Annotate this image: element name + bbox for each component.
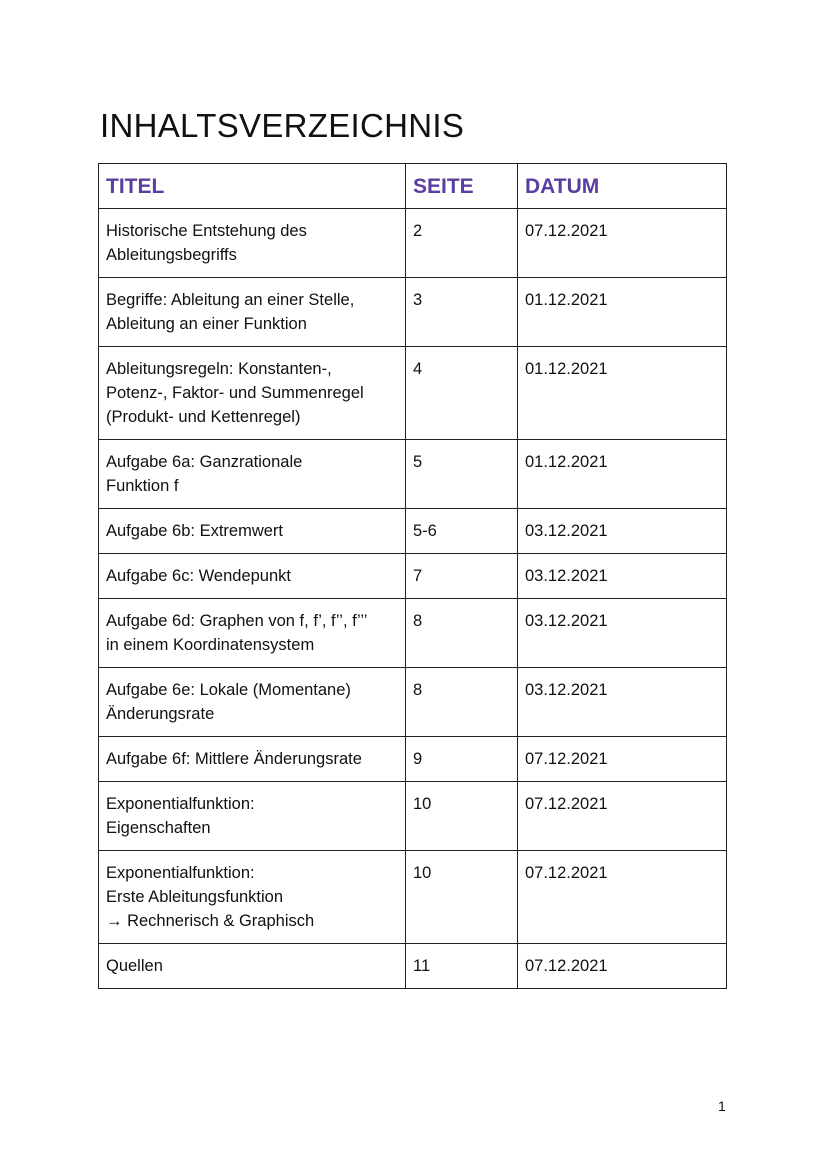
entry-page: 5-6	[406, 509, 518, 554]
column-header-page: SEITE	[406, 164, 518, 209]
table-row	[99, 278, 727, 347]
entry-title-text: Aufgabe 6a: Ganzrationale Funktion f	[106, 453, 303, 495]
entry-title	[99, 851, 406, 944]
entry-page: 7	[406, 554, 518, 599]
column-header-date: DATUM	[518, 164, 727, 209]
entry-date: 03.12.2021	[518, 668, 727, 737]
entry-page: 8	[406, 599, 518, 668]
entry-date: 01.12.2021	[518, 440, 727, 509]
entry-title	[99, 668, 406, 737]
entry-date: 01.12.2021	[518, 347, 727, 440]
entry-date: 03.12.2021	[518, 554, 727, 599]
table-row	[99, 554, 727, 599]
entry-title-text: Aufgabe 6e: Lokale (Momentane) Änderungsrate	[106, 681, 351, 723]
entry-title-text: Begriffe: Ableitung an einer Stelle, Ableitung an einer Funktion	[106, 291, 355, 333]
entry-date: 07.12.2021	[518, 737, 727, 782]
entry-page: 11	[406, 944, 518, 989]
entry-title-text: Aufgabe 6b: Extremwert	[106, 522, 284, 540]
entry-page: 3	[406, 278, 518, 347]
entry-page: 9	[406, 737, 518, 782]
table-row	[99, 347, 727, 440]
entry-date: 03.12.2021	[518, 599, 727, 668]
column-header-title: TITEL	[99, 164, 406, 209]
entry-title	[99, 737, 406, 782]
entry-date: 07.12.2021	[518, 944, 727, 989]
entry-title-text: Ableitungsregeln: Konstanten-, Potenz-, Faktor- und Summenregel (Produkt- und Kettenregel)	[106, 360, 364, 426]
table-row	[99, 599, 727, 668]
entry-title-text: Quellen	[106, 957, 163, 975]
entry-date: 03.12.2021	[518, 509, 727, 554]
table-of-contents	[98, 163, 727, 989]
entry-date: 07.12.2021	[518, 851, 727, 944]
entry-title-text: Exponentialfunktion: Erste Ableitungsfunktion → Rechnerisch & Graphisch	[106, 864, 315, 930]
entry-title	[99, 209, 406, 278]
entry-page: 10	[406, 851, 518, 944]
entry-title-text: Aufgabe 6d: Graphen von f, f’, f’’, f’’’ in einem Koordinatensystem	[106, 612, 368, 654]
entry-title	[99, 278, 406, 347]
entry-title	[99, 347, 406, 440]
entry-title-text: Historische Entstehung des Ableitungsbegriffs	[106, 222, 307, 264]
table-header-row	[99, 164, 727, 209]
entry-date: 01.12.2021	[518, 278, 727, 347]
table-row	[99, 209, 727, 278]
entry-title	[99, 944, 406, 989]
entry-date: 07.12.2021	[518, 782, 727, 851]
table-row	[99, 509, 727, 554]
entry-page: 2	[406, 209, 518, 278]
entry-date: 07.12.2021	[518, 209, 727, 278]
entry-title-text: Exponentialfunktion: Eigenschaften	[106, 795, 255, 837]
entry-title-text: Aufgabe 6f: Mittlere Änderungsrate	[106, 750, 362, 768]
entry-page: 4	[406, 347, 518, 440]
entry-title-text: Aufgabe 6c: Wendepunkt	[106, 567, 291, 585]
entry-page: 10	[406, 782, 518, 851]
entry-title	[99, 509, 406, 554]
table-row	[99, 782, 727, 851]
table-row	[99, 944, 727, 989]
entry-page: 5	[406, 440, 518, 509]
entry-title	[99, 782, 406, 851]
entry-page: 8	[406, 668, 518, 737]
table-row	[99, 668, 727, 737]
page-number: 1	[718, 1098, 726, 1114]
page-title: INHALTSVERZEICHNIS	[100, 107, 465, 144]
entry-title	[99, 440, 406, 509]
table-row	[99, 737, 727, 782]
entry-title	[99, 599, 406, 668]
entry-title	[99, 554, 406, 599]
table-row	[99, 440, 727, 509]
table-row	[99, 851, 727, 944]
